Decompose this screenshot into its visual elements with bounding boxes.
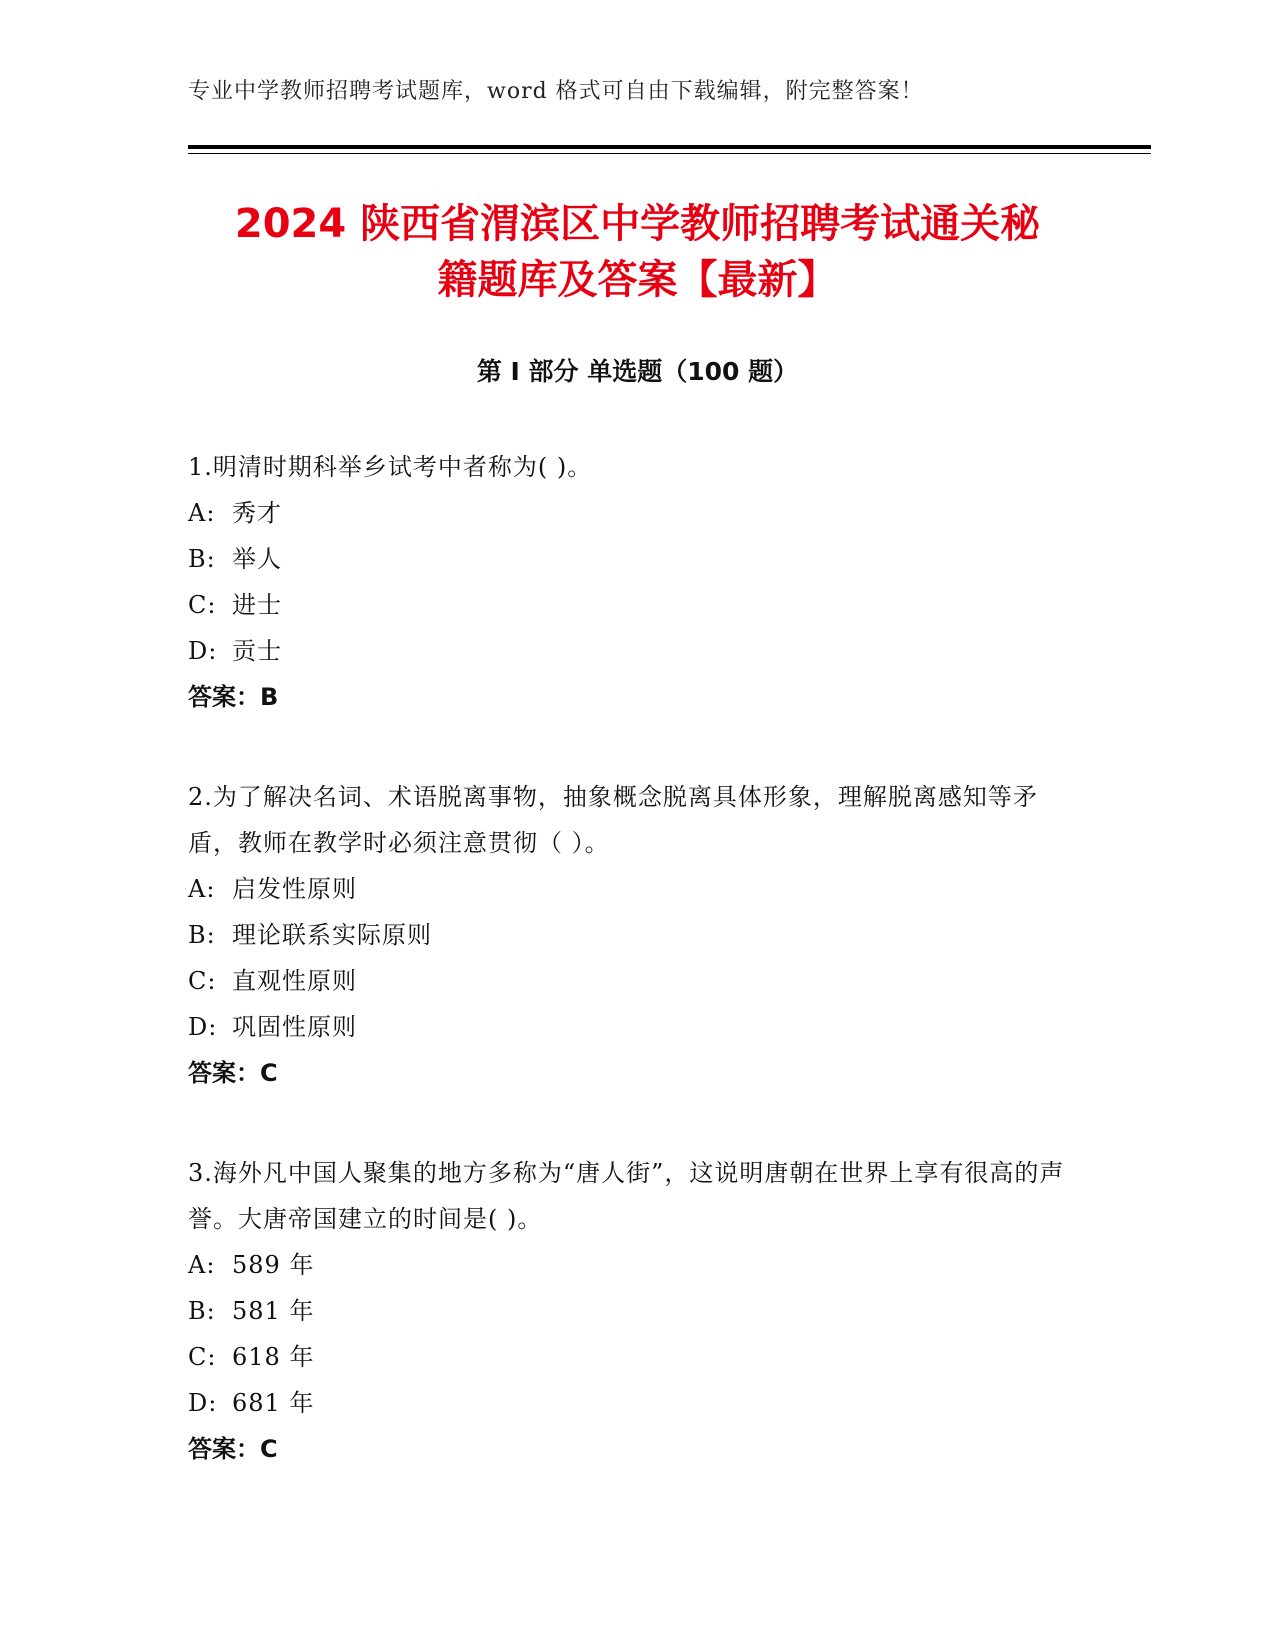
option-a [188, 866, 1068, 912]
option-c [188, 958, 1068, 1004]
answer: 答案：C [188, 1435, 278, 1463]
header-note: 专业中学教师招聘考试题库，word 格式可自由下载编辑，附完整答案！ [188, 79, 924, 104]
header-rule-thin [188, 153, 1151, 154]
option-letter: D: [188, 1389, 218, 1417]
option-letter: C: [188, 967, 217, 995]
option-text: 启发性原则 [232, 875, 357, 903]
question-stem: 1.明清时期科举乡试考中者称为( )。 [188, 453, 593, 481]
option-d [188, 1004, 1068, 1050]
answer: 答案：B [188, 683, 279, 711]
option-text: 直观性原则 [232, 967, 357, 995]
option-text: 理论联系实际原则 [232, 921, 432, 949]
option-b [188, 536, 1068, 582]
option-c [188, 582, 1068, 628]
option-b [188, 912, 1068, 958]
question-1 [188, 444, 1068, 720]
option-letter: B: [188, 921, 216, 949]
document-title-line-1: 2024 陕西省渭滨区中学教师招聘考试通关秘 [234, 201, 1041, 247]
header-rule-thick [188, 145, 1151, 149]
option-d [188, 1380, 1068, 1426]
question-3 [188, 1150, 1068, 1472]
option-text: 举人 [232, 545, 282, 573]
option-text: 贡士 [232, 637, 282, 665]
option-letter: C: [188, 591, 217, 619]
option-letter: B: [188, 545, 216, 573]
option-text: 秀才 [232, 499, 282, 527]
document-title-line-2: 籍题库及答案【最新】 [437, 257, 838, 303]
option-b [188, 1288, 1068, 1334]
option-letter: D: [188, 637, 218, 665]
option-letter: A: [188, 499, 216, 527]
section-title: 第 I 部分 单选题（100 题） [476, 357, 799, 386]
question-list [188, 444, 1068, 1526]
option-c [188, 1334, 1068, 1380]
question-stem: 2.为了解决名词、术语脱离事物，抽象概念脱离具体形象，理解脱离感知等矛盾，教师在教学时必须注意贯彻（ ）。 [188, 783, 1038, 857]
option-text: 进士 [232, 591, 282, 619]
option-letter: D: [188, 1013, 218, 1041]
option-text: 681 年 [232, 1389, 315, 1417]
option-text: 618 年 [232, 1343, 315, 1371]
option-d [188, 628, 1068, 674]
option-a [188, 1242, 1068, 1288]
question-2 [188, 774, 1068, 1096]
question-stem: 3.海外凡中国人聚集的地方多称为“唐人街”，这说明唐朝在世界上享有很高的声誉。大唐帝国建立的时间是( )。 [188, 1159, 1065, 1233]
option-letter: C: [188, 1343, 217, 1371]
document-title [160, 196, 1115, 308]
option-letter: B: [188, 1297, 216, 1325]
answer: 答案：C [188, 1059, 278, 1087]
option-text: 589 年 [232, 1251, 315, 1279]
option-letter: A: [188, 875, 216, 903]
option-a [188, 490, 1068, 536]
option-letter: A: [188, 1251, 216, 1279]
option-text: 581 年 [232, 1297, 315, 1325]
option-text: 巩固性原则 [232, 1013, 357, 1041]
